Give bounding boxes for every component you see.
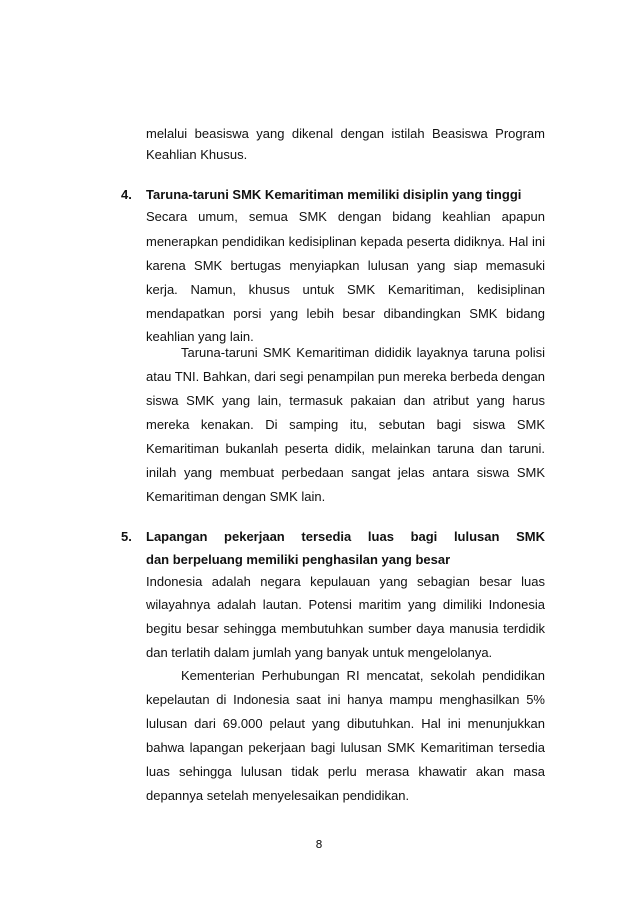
paragraph-line: menerapkan pendidikan kedisiplinan kepada peserta didiknya. Hal ini — [146, 234, 545, 249]
list-number: 5. — [121, 529, 132, 544]
paragraph-line: luas sehingga lulusan tidak perlu merasa khawatir akan masa — [146, 764, 545, 779]
paragraph-line: Kemaritiman bukanlah peserta didik, melainkan taruna dan taruni. — [146, 441, 545, 456]
paragraph-line: kepelautan di Indonesia saat ini hanya mampu menghasilkan 5% — [146, 692, 545, 707]
paragraph-line: siswa SMK yang lain, termasuk pakaian dan atribut yang harus — [146, 393, 545, 408]
page-number: 8 — [315, 838, 323, 851]
paragraph-line: depannya setelah menyelesaikan pendidikan. — [146, 788, 410, 803]
paragraph-line: mereka kenakan. Di samping itu, sebutan bagi siswa SMK — [146, 417, 545, 432]
section-heading: Lapangan pekerjaan tersedia luas bagi lulusan SMK — [146, 529, 545, 544]
paragraph-line: karena SMK bertugas menyiapkan lulusan yang siap memasuki — [146, 258, 545, 273]
paragraph-line: keahlian yang lain. — [146, 329, 254, 344]
paragraph-line: Indonesia adalah negara kepulauan yang sebagian besar luas — [146, 574, 545, 589]
paragraph-line: atau TNI. Bahkan, dari segi penampilan pun mereka berbeda dengan — [146, 369, 545, 384]
paragraph-line: Secara umum, semua SMK dengan bidang keahlian apapun — [146, 209, 545, 224]
paragraph-line: wilayahnya adalah lautan. Potensi maritim yang dimiliki Indonesia — [146, 597, 545, 612]
paragraph-line: mendapatkan porsi yang lebih besar dibandingkan SMK bidang — [146, 306, 545, 321]
section-heading: Taruna-taruni SMK Kemaritiman memiliki disiplin yang tinggi — [146, 187, 522, 202]
paragraph-line: lulusan dari 69.000 pelaut yang dibutuhkan. Hal ini menunjukkan — [146, 716, 545, 731]
section-heading: dan berpeluang memiliki penghasilan yang besar — [146, 552, 451, 567]
paragraph-line: melalui beasiswa yang dikenal dengan istilah Beasiswa Program — [146, 126, 545, 141]
list-number: 4. — [121, 187, 132, 202]
paragraph-line: Keahlian Khusus. — [146, 147, 248, 162]
paragraph-line: Kementerian Perhubungan RI mencatat, sekolah pendidikan — [181, 668, 545, 683]
paragraph-line: inilah yang membuat perbedaan sangat jelas antara siswa SMK — [146, 465, 545, 480]
paragraph-line: Kemaritiman dengan SMK lain. — [146, 489, 326, 504]
paragraph-line: begitu besar sehingga membutuhkan sumber daya manusia terdidik — [146, 621, 545, 636]
paragraph-line: kerja. Namun, khusus untuk SMK Kemaritiman, kedisiplinan — [146, 282, 545, 297]
paragraph-line: bahwa lapangan pekerjaan bagi lulusan SMK Kemaritiman tersedia — [146, 740, 545, 755]
paragraph-line: dan terlatih dalam jumlah yang banyak untuk mengelolanya. — [146, 645, 493, 660]
paragraph-line: Taruna-taruni SMK Kemaritiman dididik layaknya taruna polisi — [181, 345, 545, 360]
